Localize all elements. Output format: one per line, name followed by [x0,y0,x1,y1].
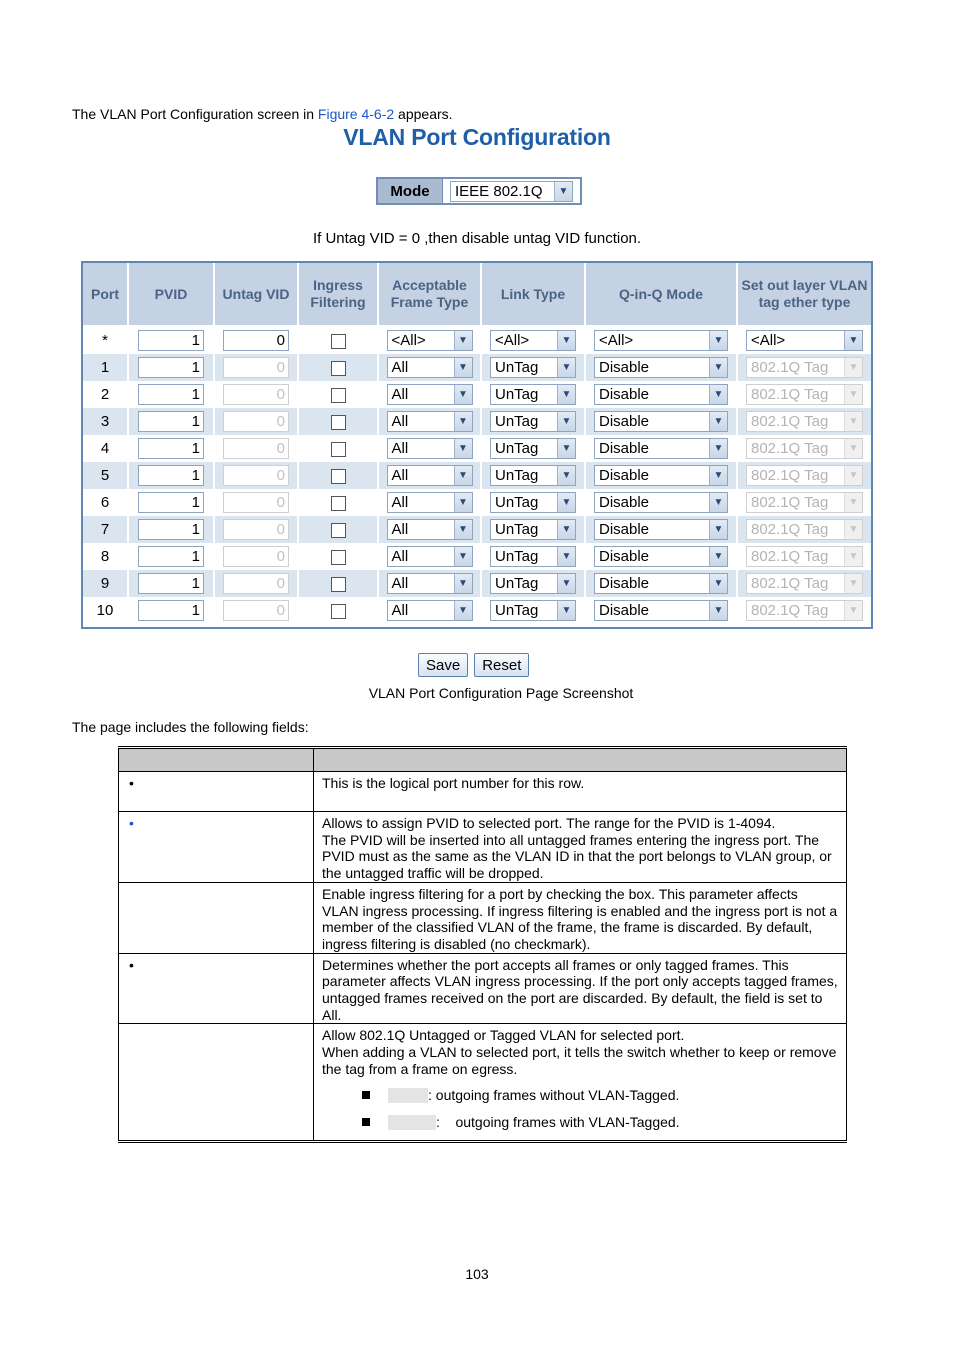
qinq-mode-select[interactable]: Disable ▼ [594,357,728,378]
intro-text: The VLAN Port Configuration screen in Figure 4-6-2 appears. [72,106,453,122]
ingress-filtering-checkbox[interactable] [331,496,346,511]
table-header-row [83,263,871,326]
field-description-table [118,746,847,1143]
chevron-down-icon: ▼ [709,520,727,539]
qinq-mode-select[interactable]: Disable ▼ [594,573,728,594]
mode-select[interactable] [450,181,573,202]
chevron-down-icon: ▼ [557,412,575,431]
col-header-acceptable-frame-type: Acceptable Frame Type [378,263,481,326]
table-row [83,326,871,354]
field-desc-ingress: Enable ingress filtering for a port by checking the box. This parameter affects VLAN ingress processing. If ingress filtering is enabled and the ingress port is not a member of the classified VLAN of the frame, the frame is discarded. By default, ingress filtering is disabled (no checkmark). [314,882,847,953]
port-cell: 5 [83,462,128,489]
chevron-down-icon: ▼ [844,412,862,431]
table-row [83,570,871,597]
chevron-down-icon: ▼ [844,466,862,485]
pvid-input[interactable]: 1 [138,546,204,567]
pvid-input[interactable]: 1 [138,384,204,405]
chevron-down-icon: ▼ [454,574,472,593]
chevron-down-icon: ▼ [557,466,575,485]
qinq-mode-select[interactable]: <All> ▼ [594,330,728,351]
link-type-select[interactable]: UnTag ▼ [490,573,576,594]
chevron-down-icon: ▼ [844,574,862,593]
link-type-select[interactable]: UnTag ▼ [490,519,576,540]
chevron-down-icon: ▼ [844,385,862,404]
chevron-down-icon: ▼ [557,520,575,539]
chevron-down-icon: ▼ [709,547,727,566]
chevron-down-icon: ▼ [454,466,472,485]
vlan-port-table [83,263,871,624]
qinq-mode-select[interactable]: Disable ▼ [594,546,728,567]
qinq-mode-select[interactable]: Disable ▼ [594,438,728,459]
port-cell: 8 [83,543,128,570]
link-type-select[interactable]: UnTag ▼ [490,600,576,621]
figure-link[interactable]: Figure 4-6-2 [317,106,395,122]
redacted-term [388,1115,436,1130]
chevron-down-icon: ▼ [709,331,727,350]
ingress-filtering-checkbox[interactable] [331,442,346,457]
table-row [83,597,871,624]
pvid-input[interactable]: 1 [138,600,204,621]
frame-type-select[interactable]: All ▼ [387,492,473,513]
mode-select-value: IEEE 802.1Q [455,182,543,200]
chevron-down-icon: ▼ [454,520,472,539]
port-cell: 2 [83,381,128,408]
frame-type-select[interactable]: All ▼ [387,546,473,567]
chevron-down-icon: ▼ [844,547,862,566]
untag-vid-input: 0 [223,546,289,567]
untag-vid-input: 0 [223,357,289,378]
chevron-down-icon: ▼ [557,331,575,350]
figure-caption: VLAN Port Configuration Page Screenshot [368,685,634,701]
qinq-mode-select[interactable]: Disable ▼ [594,384,728,405]
chevron-down-icon: ▼ [709,358,727,377]
chevron-down-icon: ▼ [454,493,472,512]
chevron-down-icon: ▼ [454,601,472,620]
table-row [83,543,871,570]
frame-type-select[interactable]: All ▼ [387,357,473,378]
untag-vid-input: 0 [223,438,289,459]
chevron-down-icon: ▼ [709,466,727,485]
qinq-mode-select[interactable]: Disable ▼ [594,519,728,540]
qinq-mode-select[interactable]: Disable ▼ [594,492,728,513]
ingress-filtering-checkbox[interactable] [331,361,346,376]
chevron-down-icon: ▼ [844,358,862,377]
col-header-ether-type: Set out layer VLAN tag ether type [737,263,871,326]
table-row [83,435,871,462]
chevron-down-icon: ▼ [844,331,862,350]
untag-vid-input: 0 [223,465,289,486]
square-bullet-icon [362,1118,370,1126]
chevron-down-icon: ▼ [454,385,472,404]
col-header-qinq-mode: Q-in-Q Mode [585,263,737,326]
port-cell: 6 [83,489,128,516]
chevron-down-icon: ▼ [454,439,472,458]
ether-type-select: 802.1Q Tag ▼ [746,411,863,432]
chevron-down-icon: ▼ [557,547,575,566]
vlan-port-table-frame [81,261,873,629]
redacted-term [388,1088,428,1103]
link-type-select[interactable]: UnTag ▼ [490,438,576,459]
frame-type-select[interactable]: All ▼ [387,411,473,432]
field-desc-frame-type: Determines whether the port accepts all frames or only tagged frames. This parameter affects VLAN ingress processing. If the port only accepts tagged frames, untagged frames received on the port are discarded. By default, the field is set to All. [314,953,847,1024]
table-row [83,489,871,516]
chevron-down-icon: ▼ [709,412,727,431]
reset-button[interactable]: Reset [474,653,529,677]
link-type-select[interactable]: UnTag ▼ [490,357,576,378]
link-type-select[interactable]: UnTag ▼ [490,546,576,567]
ether-type-select: 802.1Q Tag ▼ [746,357,863,378]
ingress-filtering-checkbox[interactable] [331,388,346,403]
bullet: • [129,815,134,831]
ether-type-select: 802.1Q Tag ▼ [746,546,863,567]
bullet: • [129,956,134,973]
field-row-link-type [119,1024,847,1142]
qinq-mode-select[interactable]: Disable ▼ [594,465,728,486]
chevron-down-icon: ▼ [709,385,727,404]
ingress-filtering-checkbox[interactable] [331,550,346,565]
chevron-down-icon: ▼ [709,493,727,512]
port-cell: 9 [83,570,128,597]
chevron-down-icon: ▼ [709,439,727,458]
frame-type-select[interactable]: All ▼ [387,519,473,540]
ingress-filtering-checkbox[interactable] [331,469,346,484]
mode-label: Mode [378,179,443,203]
field-desc-port: This is the logical port number for this row. [314,772,847,812]
list-item: : outgoing frames with VLAN-Tagged. [362,1109,838,1136]
col-header-link-type: Link Type [481,263,585,326]
col-header-ingress-filtering: Ingress Filtering [298,263,378,326]
save-button[interactable]: Save [418,653,468,677]
pvid-input[interactable]: 1 [138,519,204,540]
chevron-down-icon: ▼ [709,574,727,593]
pvid-input[interactable]: 1 [138,573,204,594]
page-title: VLAN Port Configuration [343,124,611,150]
pvid-input[interactable]: 1 [138,465,204,486]
chevron-down-icon: ▼ [454,331,472,350]
untag-vid-input: 0 [223,384,289,405]
table-row [83,381,871,408]
ether-type-select[interactable]: <All> ▼ [746,330,863,351]
chevron-down-icon: ▼ [844,493,862,512]
ether-type-select: 802.1Q Tag ▼ [746,465,863,486]
ether-type-select: 802.1Q Tag ▼ [746,600,863,621]
port-cell: 7 [83,516,128,543]
pvid-input[interactable]: 1 [138,330,204,351]
port-cell: 4 [83,435,128,462]
chevron-down-icon: ▼ [557,493,575,512]
ether-type-select: 802.1Q Tag ▼ [746,573,863,594]
chevron-down-icon: ▼ [844,439,862,458]
qinq-mode-select[interactable]: Disable ▼ [594,411,728,432]
frame-type-select[interactable]: All ▼ [387,573,473,594]
list-item: : outgoing frames without VLAN-Tagged. [362,1082,838,1109]
field-desc-link-type: Allow 802.1Q Untagged or Tagged VLAN for selected port. When adding a VLAN to selected port, it tells the switch whether to keep or remove the tag from a frame on egress. : outgoing frames without VLAN-Tagged. : outgoing frames with VLAN-Tagged. [314,1024,847,1142]
ingress-filtering-checkbox[interactable] [331,334,346,349]
frame-type-select[interactable]: All ▼ [387,465,473,486]
untag-vid-input[interactable]: 0 [223,330,289,351]
field-row-ingress [119,882,847,953]
pvid-input[interactable]: 1 [138,411,204,432]
link-type-select[interactable]: UnTag ▼ [490,384,576,405]
chevron-down-icon: ▼ [554,182,572,201]
link-type-select[interactable]: UnTag ▼ [490,411,576,432]
untag-note: If Untag VID = 0 ,then disable untag VID function. [312,230,642,247]
frame-type-select[interactable]: All ▼ [387,384,473,405]
untag-vid-input: 0 [223,519,289,540]
square-bullet-icon [362,1091,370,1099]
fields-intro: The page includes the following fields: [72,719,309,735]
table-row [83,516,871,543]
chevron-down-icon: ▼ [454,358,472,377]
link-type-select[interactable]: <All> ▼ [490,330,576,351]
frame-type-select[interactable]: All ▼ [387,438,473,459]
link-type-select[interactable]: UnTag ▼ [490,465,576,486]
chevron-down-icon: ▼ [557,358,575,377]
col-header-port: Port [83,263,128,326]
bullet: • [129,775,134,791]
pvid-input[interactable]: 1 [138,357,204,378]
chevron-down-icon: ▼ [454,547,472,566]
port-cell: * [83,326,128,354]
chevron-down-icon: ▼ [844,520,862,539]
table-row [83,408,871,435]
field-desc-pvid: Allows to assign PVID to selected port. The range for the PVID is 1-4094. The PVID will be inserted into all untagged frames entering the ingress port. The PVID must as the same as the VLAN ID in that the port belongs to VLAN group, or the untagged traffic will be dropped. [314,812,847,883]
port-cell: 3 [83,408,128,435]
ingress-filtering-checkbox[interactable] [331,415,346,430]
untag-vid-input: 0 [223,492,289,513]
field-row-port [119,772,847,812]
chevron-down-icon: ▼ [709,601,727,620]
table-row [83,354,871,381]
chevron-down-icon: ▼ [557,385,575,404]
chevron-down-icon: ▼ [844,601,862,620]
ingress-filtering-checkbox[interactable] [331,577,346,592]
frame-type-select[interactable]: All ▼ [387,600,473,621]
chevron-down-icon: ▼ [557,601,575,620]
link-type-select[interactable]: UnTag ▼ [490,492,576,513]
ingress-filtering-checkbox[interactable] [331,523,346,538]
untag-vid-input: 0 [223,411,289,432]
col-header-untag-vid: Untag VID [214,263,298,326]
mode-row [376,177,582,205]
col-header-pvid: PVID [128,263,214,326]
port-cell: 1 [83,354,128,381]
ether-type-select: 802.1Q Tag ▼ [746,438,863,459]
field-row-frame-type [119,953,847,1024]
qinq-mode-select[interactable]: Disable ▼ [594,600,728,621]
frame-type-select[interactable]: <All> ▼ [387,330,473,351]
field-table-header [119,748,847,772]
ether-type-select: 802.1Q Tag ▼ [746,492,863,513]
pvid-input[interactable]: 1 [138,492,204,513]
chevron-down-icon: ▼ [454,412,472,431]
field-row-pvid [119,812,847,883]
chevron-down-icon: ▼ [557,439,575,458]
button-bar [418,653,529,677]
port-cell: 10 [83,597,128,624]
ingress-filtering-checkbox[interactable] [331,604,346,619]
page-number: 103 [465,1266,489,1282]
table-row [83,462,871,489]
ether-type-select: 802.1Q Tag ▼ [746,384,863,405]
untag-vid-input: 0 [223,573,289,594]
ether-type-select: 802.1Q Tag ▼ [746,519,863,540]
chevron-down-icon: ▼ [557,574,575,593]
untag-vid-input: 0 [223,600,289,621]
pvid-input[interactable]: 1 [138,438,204,459]
